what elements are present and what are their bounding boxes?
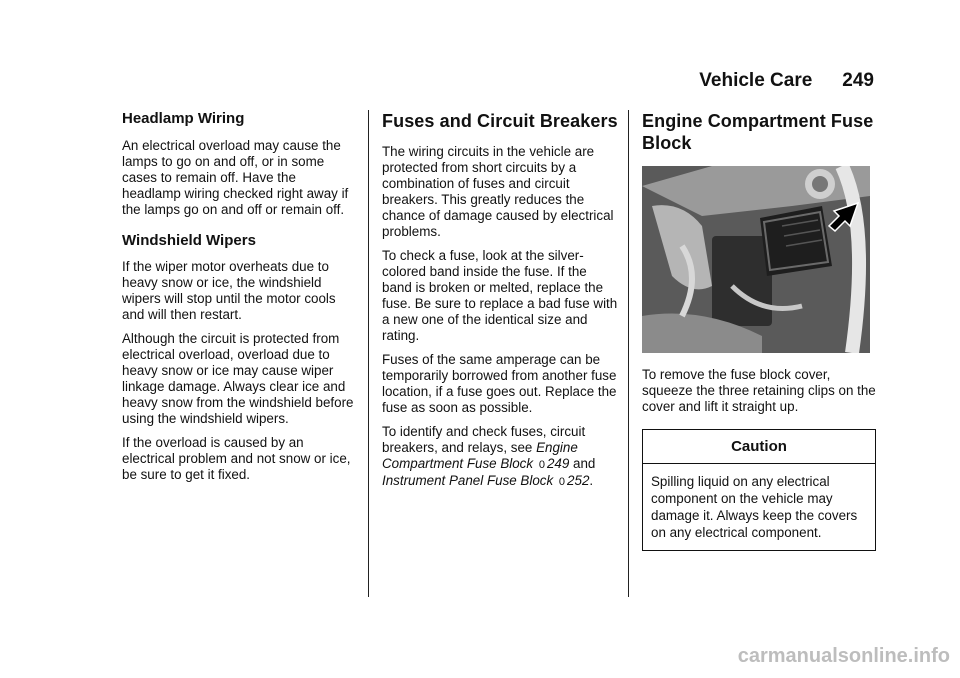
- caution-body: Spilling liquid on any electrical component on the vehicle may damage it. Always keep the covers on any electrical component.: [651, 474, 858, 540]
- page-ref-icon: 0: [538, 459, 545, 471]
- paragraph: Fuses of the same amperage can be temporarily borrowed from another fuse location, if a fuse goes out. Replace the fuse as soon as possible.: [382, 352, 617, 415]
- page-number: 249: [842, 70, 874, 91]
- paragraph: Although the circuit is protected from electrical overload, overload due to heavy snow or ice may cause wiper linkage damage. Always clear ice and heavy snow from the windshield before using the windshield wipers.: [122, 331, 354, 426]
- heading-engine-fuse-block: Engine Compartment Fuse Block: [642, 111, 874, 153]
- paragraph-cross-reference: To identify and check fuses, circuit breakers, and relays, see Engine Compartment Fuse Block 0 249 and Instrument Panel Fuse Block 0 252.: [382, 424, 596, 488]
- running-header: [699, 70, 874, 92]
- link-engine-fuse-block[interactable]: Engine Compartment Fuse Block: [382, 440, 578, 471]
- caution-title: Caution: [643, 430, 875, 464]
- paragraph: If the wiper motor overheats due to heavy snow or ice, the windshield wipers will stop until the motor cools and will then restart.: [122, 259, 336, 322]
- column-1: [122, 110, 358, 491]
- column-3: [642, 110, 878, 551]
- engine-photo-illustration: [642, 166, 870, 353]
- heading-fuses-circuit-breakers: Fuses and Circuit Breakers: [382, 111, 618, 131]
- paragraph: To remove the fuse block cover, squeeze the three retaining clips on the cover and lift it straight up.: [642, 367, 876, 414]
- column-divider-1: [368, 110, 369, 597]
- paragraph: To check a fuse, look at the silver-colored band inside the fuse. If the band is broken or melted, replace the fuse. Be sure to replace a bad fuse with a new one of the identical size and rating.: [382, 248, 618, 343]
- watermark: carmanualsonline.info: [737, 645, 950, 667]
- page-ref-icon: 0: [558, 476, 566, 488]
- heading-headlamp-wiring: Headlamp Wiring: [122, 110, 245, 127]
- page-ref-252[interactable]: 252: [567, 473, 590, 488]
- column-2: [382, 110, 618, 498]
- column-divider-2: [628, 110, 629, 597]
- caution-box: [642, 429, 876, 551]
- paragraph: The wiring circuits in the vehicle are protected from short circuits by a combination of fuses and circuit breakers. This greatly reduces the chance of damage caused by electrical problems.: [382, 144, 614, 239]
- paragraph: An electrical overload may cause the lamps to go on and off, or in some cases to remain off. Have the headlamp wiring checked right away if the lamps go on and off or remain off.: [122, 138, 349, 217]
- page-ref-249[interactable]: 249: [546, 456, 570, 471]
- section-title: Vehicle Care: [699, 70, 813, 91]
- engine-compartment-photo: [642, 166, 870, 353]
- link-instrument-fuse-block[interactable]: Instrument Panel Fuse Block: [382, 473, 554, 488]
- heading-windshield-wipers: Windshield Wipers: [122, 232, 256, 249]
- paragraph: If the overload is caused by an electrical problem and not snow or ice, be sure to get it fixed.: [122, 435, 351, 482]
